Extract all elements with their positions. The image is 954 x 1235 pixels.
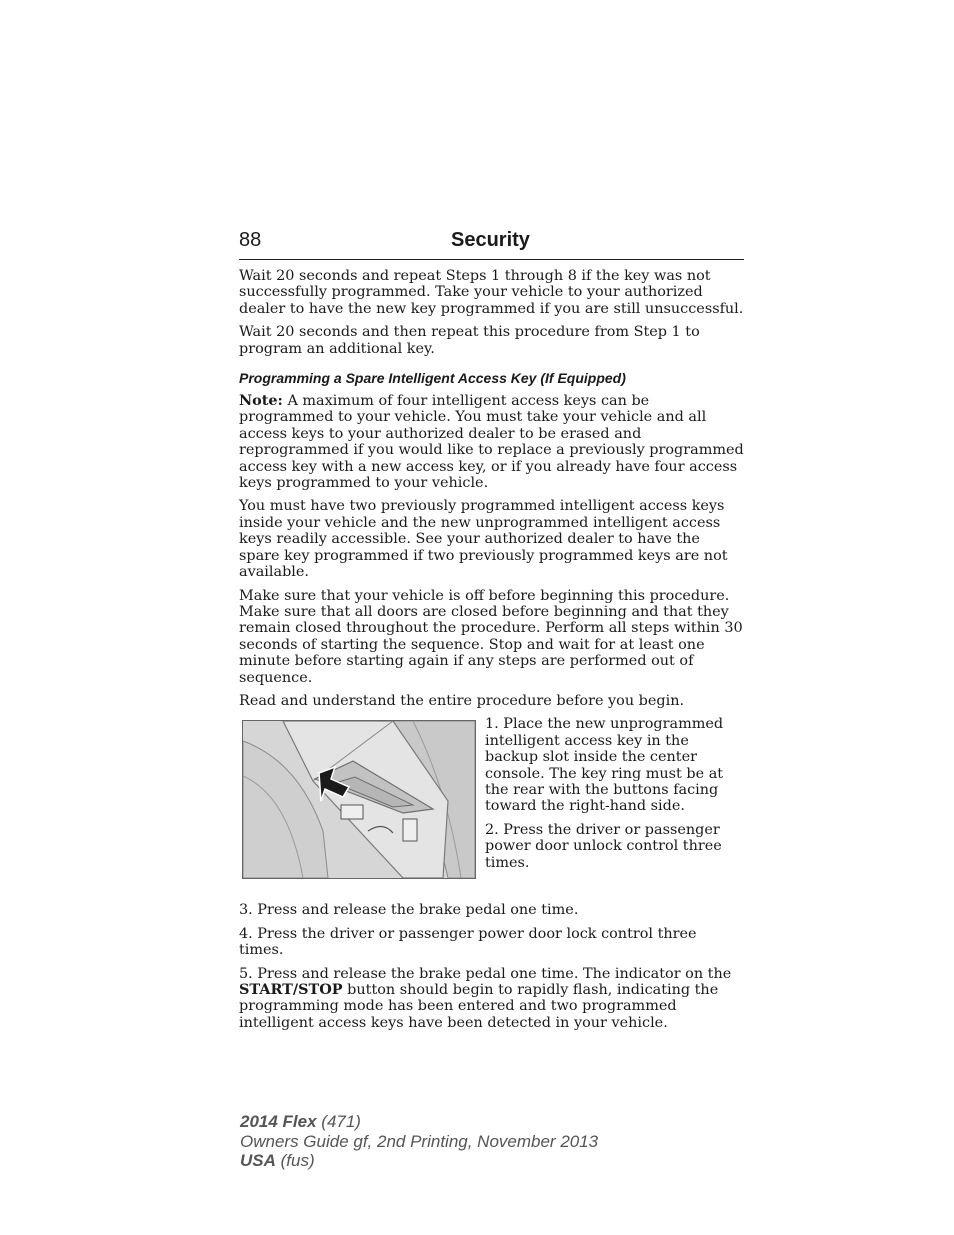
step5-text-before: 5. Press and release the brake pedal one time. The indicator on the [239, 965, 732, 982]
page-content [239, 268, 744, 1038]
page-footer [240, 1112, 598, 1171]
note-text: A maximum of four intelligent access keys can be programmed to your vehicle. You must take your vehicle and all access keys to your authorized dealer to be erased and reprogrammed if you would like to replace a previously programmed access key with a new access key, or if you already have four access keys programmed to your vehicle. [239, 393, 744, 492]
step-item: 1. Place the new unprogrammed intelligent access key in the backup slot inside the center console. The key ring must be at the rear with the buttons facing toward the right-hand side. [485, 716, 724, 815]
page-header [239, 229, 744, 260]
paragraph: Make sure that your vehicle is off before beginning this procedure. Make sure that all doors are closed before beginning and that they remain closed throughout the procedure. Perform all steps within 30 seconds of starting the sequence. Stop and wait for at least one minute before starting again if any steps are performed out of sequence. [239, 587, 743, 686]
subheading: Programming a Spare Intelligent Access Key (If Equipped) [239, 370, 626, 387]
start-stop-label: START/STOP [239, 980, 343, 998]
note-label: Note: [239, 392, 283, 410]
step5-text-after: button should begin to rapidly flash, indicating the programming mode has been entered and two programmed intelligent access keys have been detected in your vehicle. [239, 981, 719, 1031]
paragraph: You must have two previously programmed intelligent access keys inside your vehicle and the new unprogrammed intelligent access keys readily accessible. See your authorized dealer to have the spare key programmed if two previously programmed keys are not available. [239, 498, 728, 581]
page-number: 88 [239, 229, 262, 251]
footer-line-guide: Owners Guide gf, 2nd Printing, November 2013 [240, 1131, 599, 1151]
figure-block [239, 716, 744, 894]
paragraph: Wait 20 seconds and repeat Steps 1 through 8 if the key was not successfully programmed. Take your vehicle to your authorized dealer to have the new key programmed if you are still unsuccessful. [239, 268, 744, 317]
footer-region: USA [240, 1151, 276, 1170]
footer-line-region [240, 1151, 598, 1171]
console-illustration [242, 720, 476, 879]
footer-region-code: (fus) [275, 1151, 315, 1170]
step-item: 2. Press the driver or passenger power door unlock control three times. [485, 821, 722, 871]
section-title: Security [451, 229, 530, 251]
footer-model: 2014 Flex [240, 1112, 317, 1131]
figure-steps [485, 716, 744, 878]
note-paragraph [239, 393, 744, 491]
step-item [239, 966, 744, 1032]
step-item: 3. Press and release the brake pedal one time. [239, 902, 579, 919]
footer-line-model [240, 1112, 598, 1132]
paragraph: Wait 20 seconds and then repeat this procedure from Step 1 to program an additional key. [239, 324, 700, 357]
footer-model-code: (471) [316, 1112, 361, 1131]
console-drawing [243, 721, 475, 878]
step-item: 4. Press the driver or passenger power door lock control three times. [239, 925, 697, 959]
paragraph: Read and understand the entire procedure before you begin. [239, 692, 685, 709]
